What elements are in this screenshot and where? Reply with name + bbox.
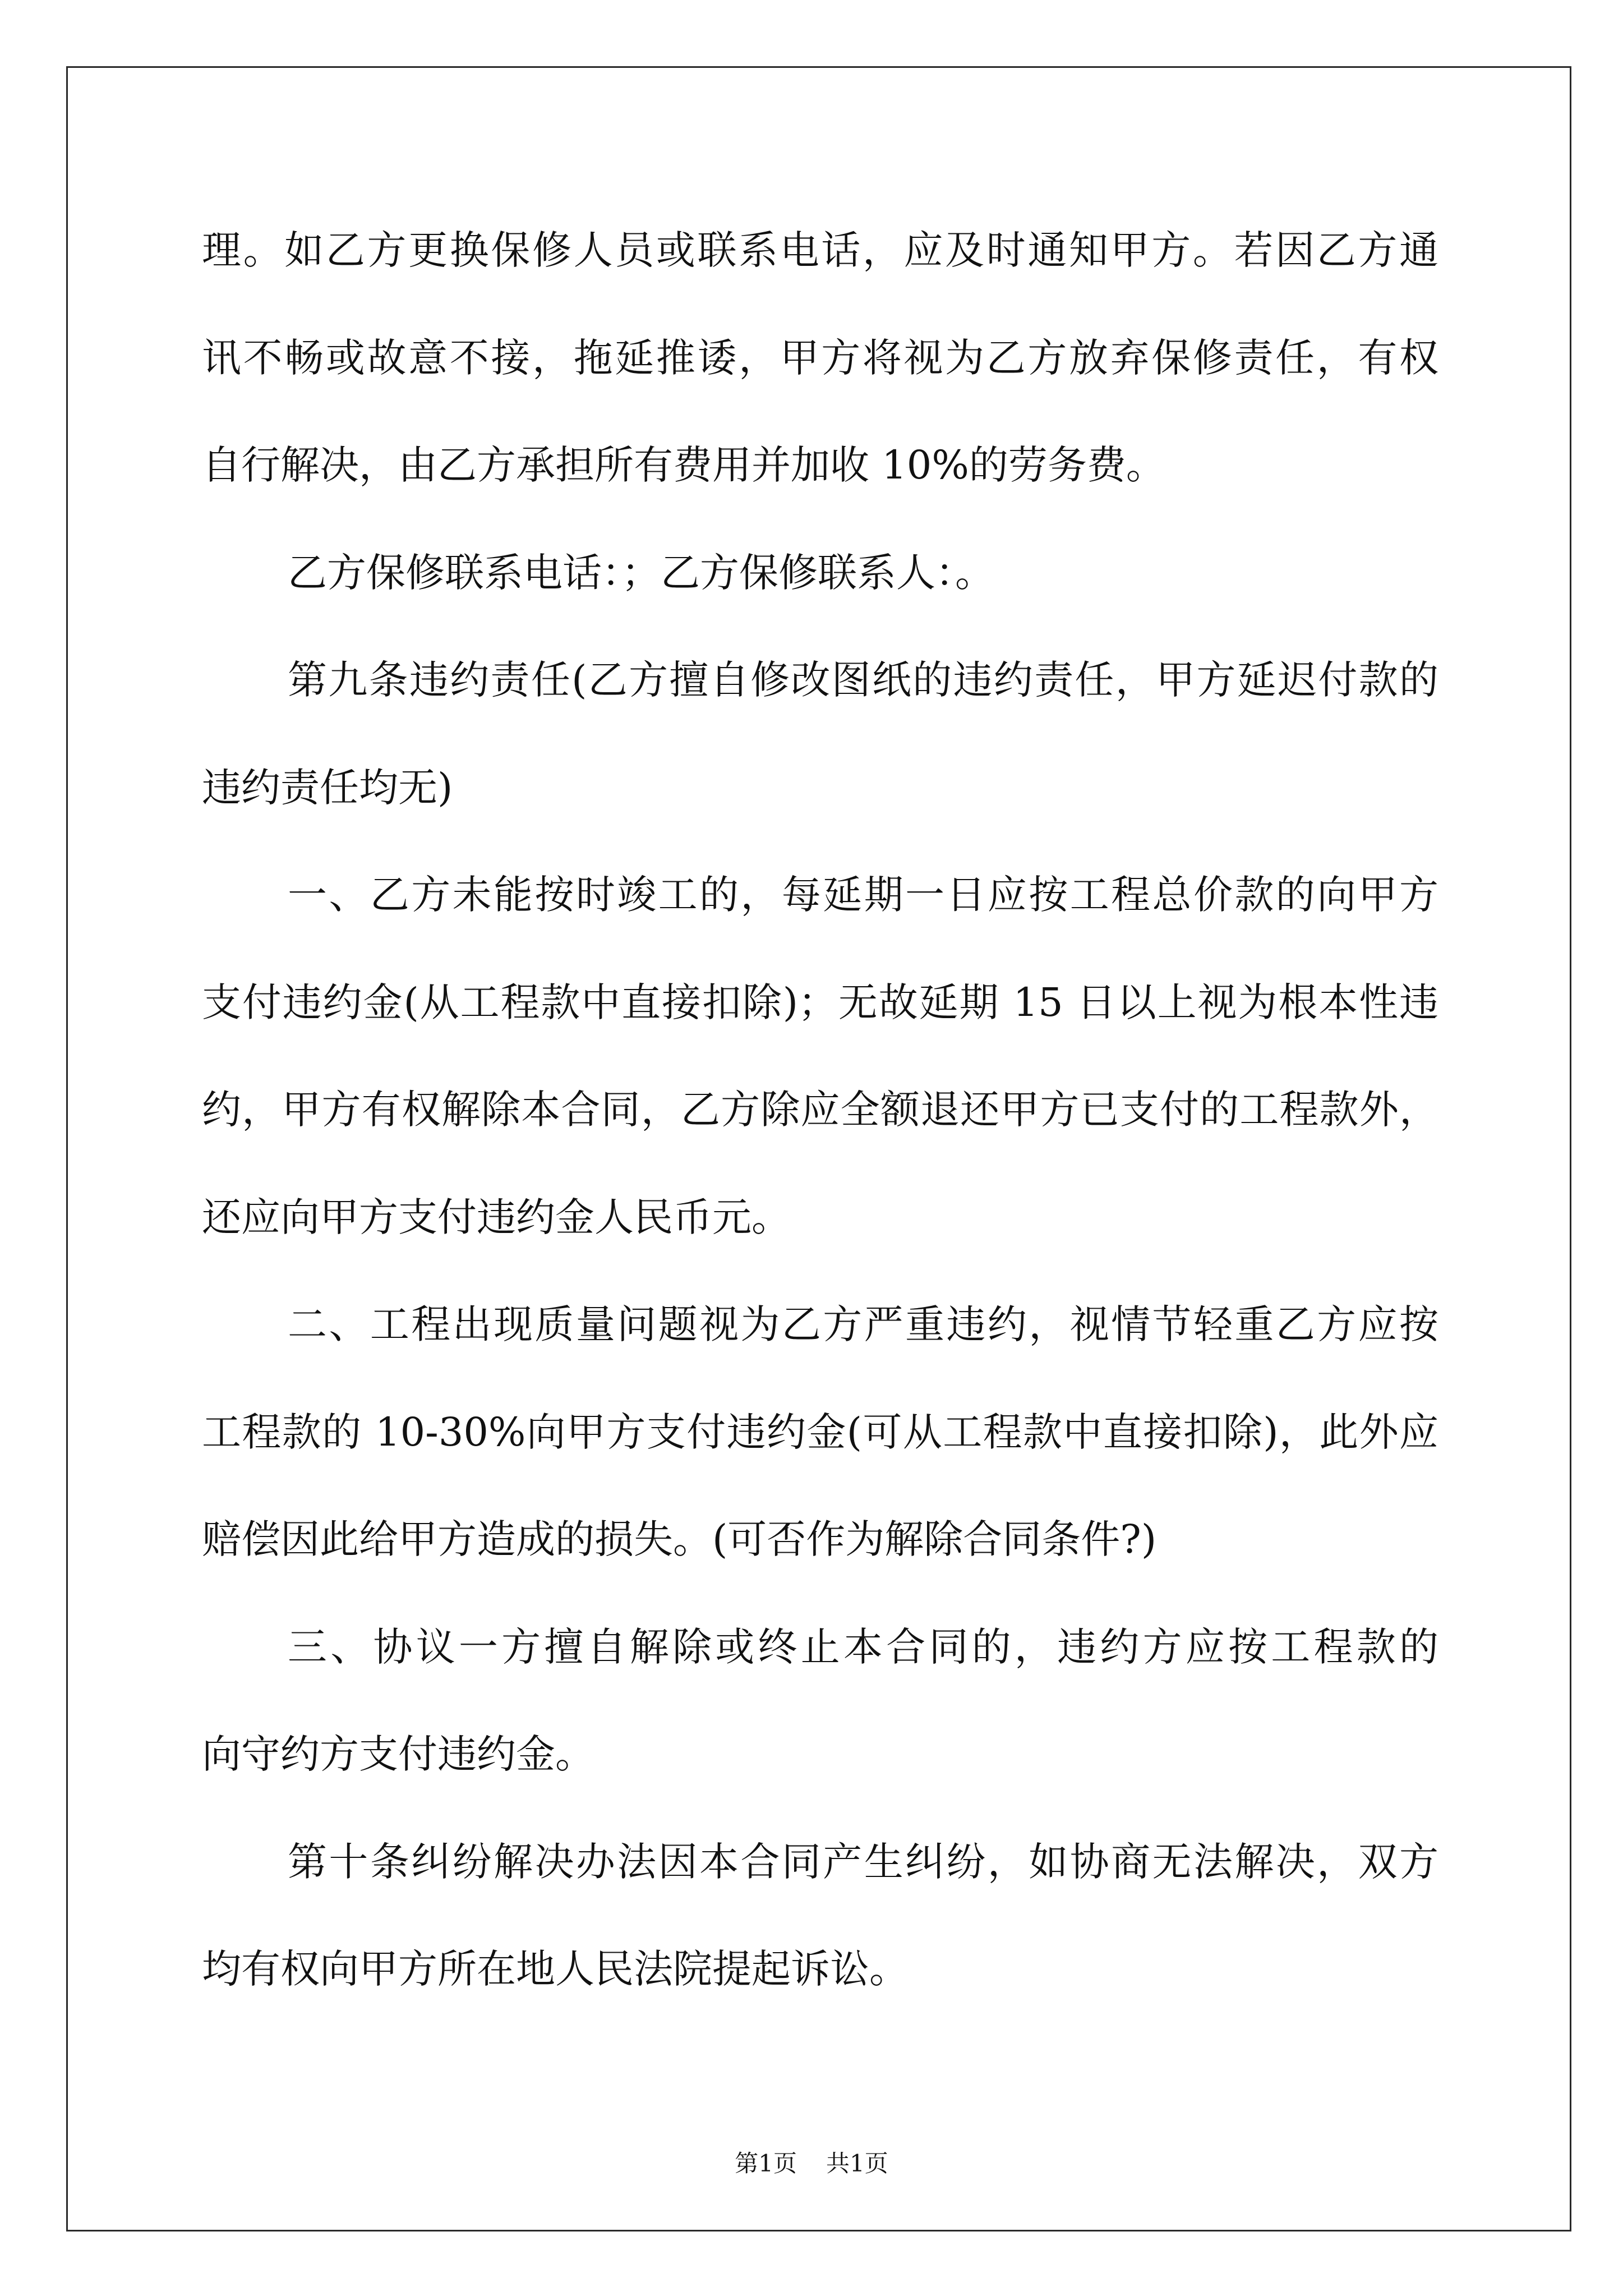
text-line: 理。如乙方更换保修人员或联系电话，应及时通知甲方。若因乙方通 [202, 227, 1438, 273]
text-line: 均有权向甲方所在地人民法院提起诉讼。 [202, 1946, 909, 1992]
text-line: 还应向甲方支付违约金人民币元。 [202, 1194, 791, 1240]
page-total: 共1页 [826, 2150, 888, 2177]
text-line: 二、工程出现质量问题视为乙方严重违约，视情节轻重乙方应按 [288, 1301, 1438, 1347]
text-line: 向守约方支付违约金。 [202, 1731, 594, 1777]
text-line: 讯不畅或故意不接，拖延推诿，甲方将视为乙方放弃保修责任，有权 [202, 334, 1438, 381]
text-line: 支付违约金(从工程款中直接扣除)；无故延期 15 日以上视为根本性违 [202, 979, 1438, 1025]
contract-body [202, 197, 1438, 2023]
page-footer [0, 2147, 1623, 2180]
text-line: 工程款的 10-30%向甲方支付违约金(可从工程款中直接扣除)，此外应 [202, 1409, 1438, 1455]
text-line: 第九条违约责任(乙方擅自修改图纸的违约责任，甲方延迟付款的 [288, 657, 1438, 703]
text-line: 一、乙方未能按时竣工的，每延期一日应按工程总价款的向甲方 [288, 872, 1438, 918]
page-number: 第1页 [735, 2150, 797, 2177]
text-line: 三、协议一方擅自解除或终止本合同的，违约方应按工程款的 [288, 1623, 1438, 1670]
text-line: 违约责任均无) [202, 764, 453, 811]
text-line: 自行解决，由乙方承担所有费用并加收 10%的劳务费。 [202, 442, 1165, 488]
text-line: 第十条纠纷解决办法因本合同产生纠纷，如协商无法解决，双方 [288, 1838, 1438, 1885]
text-line: 约，甲方有权解除本合同，乙方除应全额退还甲方已支付的工程款外， [202, 1087, 1438, 1133]
text-line: 乙方保修联系电话：；乙方保修联系人：。 [288, 549, 994, 596]
text-line: 赔偿因此给甲方造成的损失。(可否作为解除合同条件?) [202, 1516, 1157, 1562]
